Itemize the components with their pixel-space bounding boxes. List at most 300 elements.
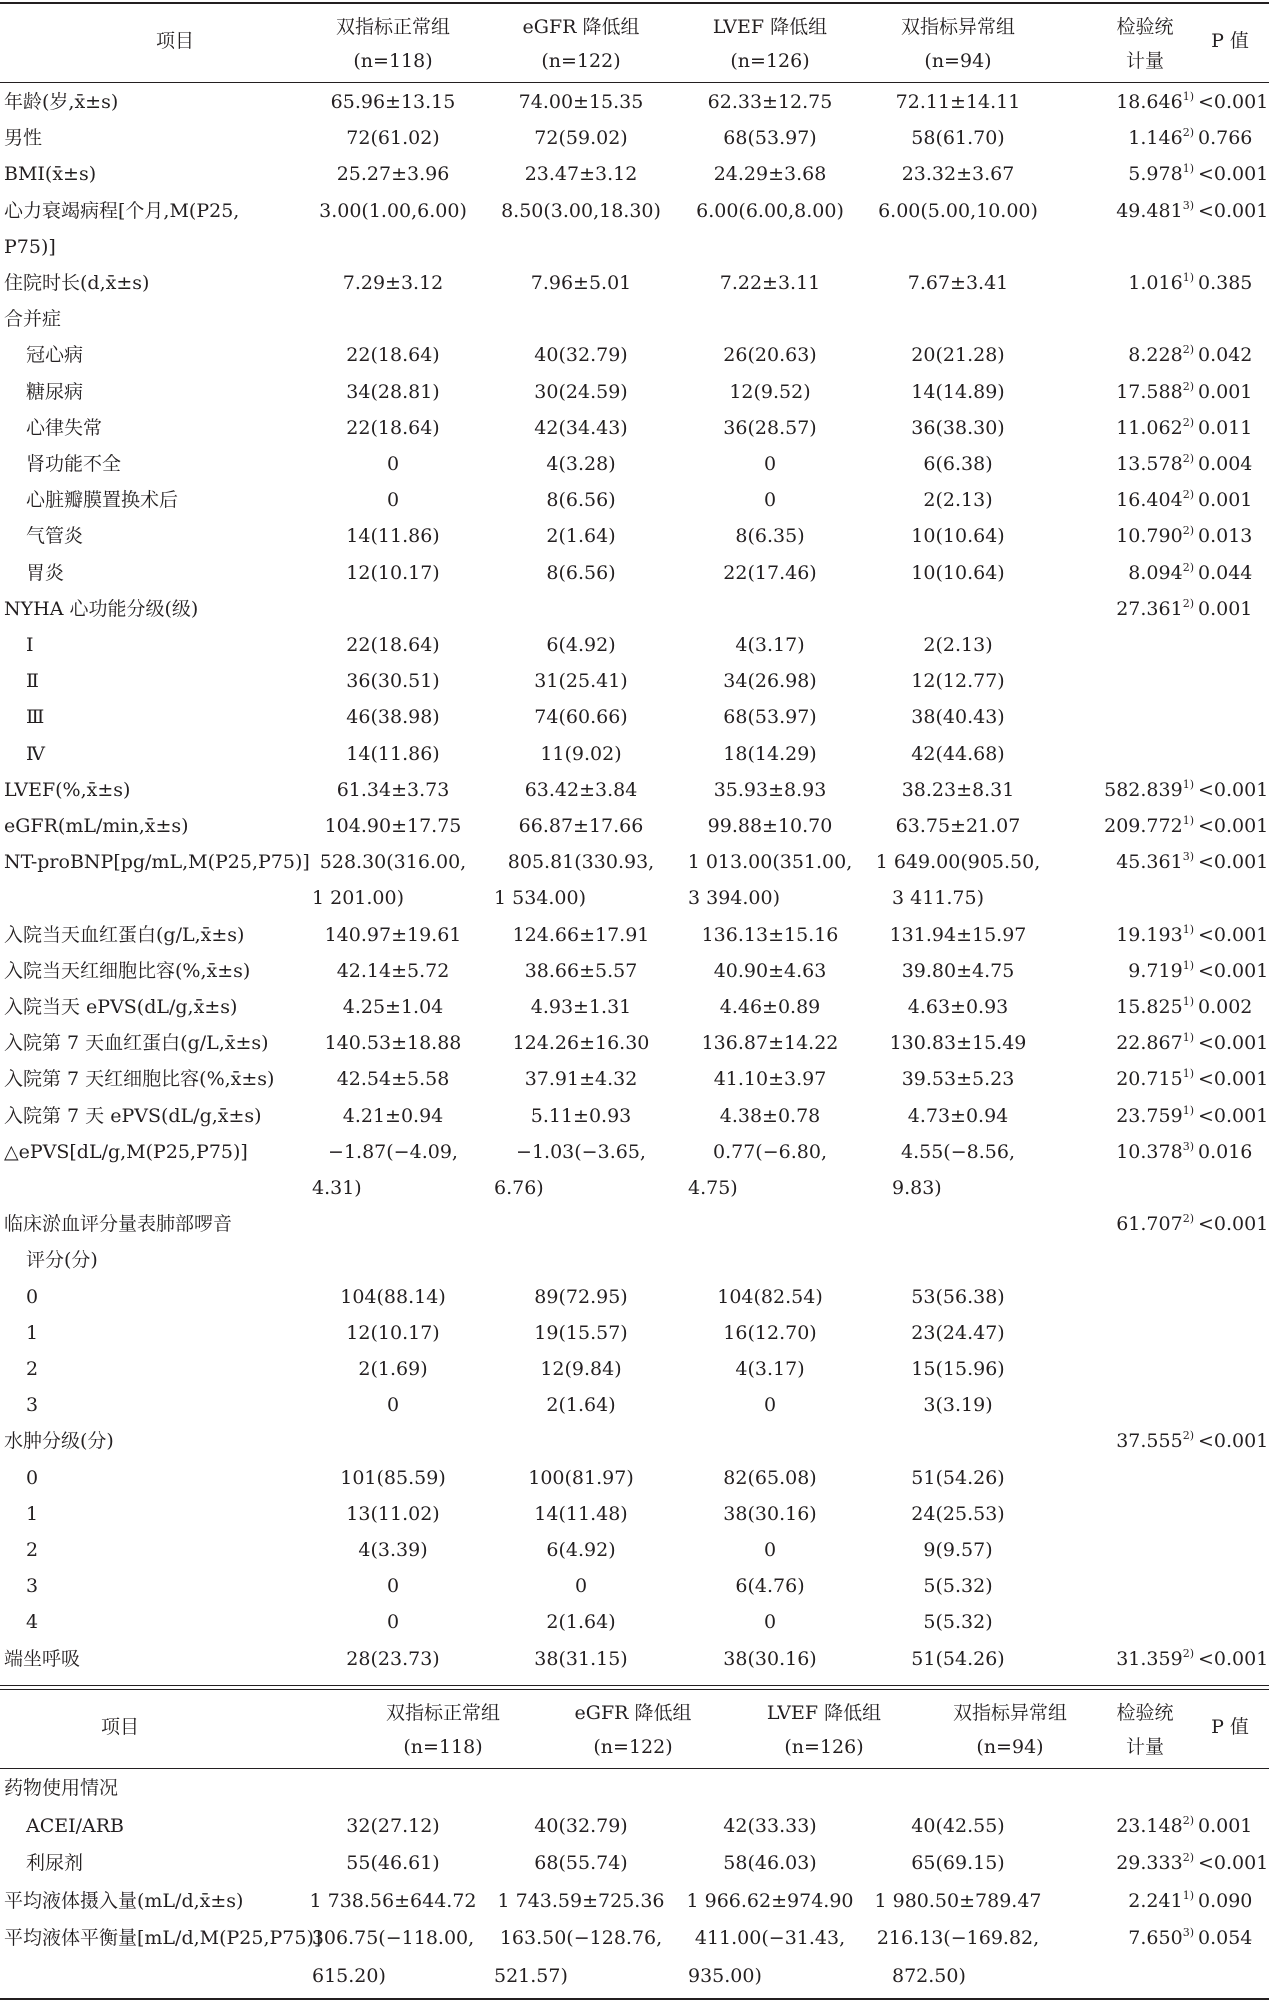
test-statistic-value: 8.094 [1128, 561, 1183, 584]
row-label: 4 [26, 1611, 39, 1634]
group-2-value [488, 1242, 674, 1278]
header-group-4: 双指标异常组 (n=94) [900, 16, 1015, 72]
group-4-value [866, 229, 1050, 265]
group-4-value: 1 649.00(905.50, [875, 851, 1041, 874]
group-2-value: 0 [574, 1575, 588, 1598]
p-value [1198, 229, 1266, 265]
test-statistic [1050, 1496, 1194, 1532]
table-row [0, 627, 1269, 663]
test-statistic [1050, 1025, 1194, 1061]
test-statistic [1050, 1315, 1194, 1351]
group-4-value: 24(25.53) [911, 1502, 1005, 1525]
group-3-value [674, 301, 866, 337]
group-1-value: 72(61.02) [346, 127, 440, 150]
group-1-value: 22(18.64) [346, 634, 440, 656]
row-label: 2 [26, 1358, 39, 1380]
table-row [0, 1170, 1269, 1206]
group-2-value: 8(6.56) [546, 561, 616, 584]
group-3-value: 16(12.70) [723, 1321, 817, 1344]
group-2-value: 66.87±17.66 [518, 815, 644, 837]
group-4-value [866, 591, 1050, 627]
table-row [0, 193, 1269, 229]
group-4-value: 4.73±0.94 [907, 1104, 1009, 1127]
group-1-value: 42.14±5.72 [336, 959, 450, 982]
group-2-value: 100(81.97) [528, 1466, 634, 1489]
group-3-value: 41.10±3.97 [713, 1068, 827, 1091]
group-1-value: 101(85.59) [340, 1466, 446, 1489]
header-group-2: eGFR 降低组 (n=122) [522, 16, 640, 72]
table-row [0, 482, 1269, 518]
group-3-value: 68(53.97) [723, 706, 817, 729]
p-value [1198, 1387, 1266, 1423]
test-statistic-value: 209.772 [1104, 815, 1183, 837]
table-row [0, 591, 1269, 627]
row-label: 心力衰竭病程[个月,M(P25, [4, 199, 240, 222]
table-row [0, 337, 1269, 373]
p-value: <0.001 [1198, 815, 1269, 837]
table-row [0, 1351, 1269, 1387]
row-label: 入院当天 ePVS(dL/g,x̄±s) [4, 996, 238, 1018]
group-4-value: 72.11±14.11 [895, 91, 1021, 113]
test-footnote-mark: 2) [1182, 1429, 1194, 1443]
test-statistic-value: 27.361 [1116, 597, 1183, 620]
p-value [1198, 1770, 1266, 1806]
group-4-value: 40(42.55) [911, 1814, 1005, 1837]
group-3-value: 4.38±0.78 [719, 1104, 821, 1127]
test-statistic [1050, 1770, 1194, 1806]
group-2-value [488, 1423, 674, 1459]
group-4-value: 9.83) [892, 1177, 942, 1199]
table-row [0, 1808, 1269, 1844]
group-1-value: 46(38.98) [346, 706, 440, 729]
group-2-value: 2(1.64) [546, 1611, 616, 1634]
row-label: 合并症 [4, 308, 62, 331]
test-statistic [1050, 301, 1194, 337]
table-row [0, 1242, 1269, 1278]
row-label: Ⅲ [26, 706, 45, 729]
test-statistic-value: 9.719 [1128, 959, 1183, 982]
group-2-value: 124.26±16.30 [512, 1032, 650, 1055]
header2-group-1: 双指标正常组 (n=118) [385, 1702, 500, 1758]
group-1-value: 32(27.12) [346, 1814, 440, 1837]
group-4-value: 4.63±0.93 [907, 996, 1009, 1018]
p-value: 0.016 [1198, 1140, 1253, 1163]
test-statistic [1050, 1061, 1194, 1097]
group-4-value: 7.67±3.41 [907, 272, 1009, 294]
p-value: 0.766 [1198, 127, 1253, 150]
row-label: 肾功能不全 [26, 453, 122, 475]
test-statistic [1050, 265, 1194, 301]
test-statistic [1050, 1206, 1194, 1242]
group-4-value: 39.53±5.23 [901, 1068, 1015, 1091]
group-3-value: 38(30.16) [723, 1502, 817, 1525]
group-4-value: 4.55(−8.56, [901, 1140, 1015, 1163]
group-3-value: 0 [763, 489, 777, 512]
p-value: <0.001 [1198, 1032, 1269, 1055]
group-2-value: 40(32.79) [534, 1814, 628, 1837]
group-4-value: 5(5.32) [923, 1611, 993, 1634]
test-statistic-value: 61.707 [1116, 1213, 1183, 1236]
row-label: 平均液体摄入量(mL/d,x̄±s) [4, 1889, 244, 1912]
row-label: Ⅱ [26, 670, 39, 693]
group-4-value: 53(56.38) [911, 1285, 1005, 1308]
test-footnote-mark: 3) [1182, 1926, 1194, 1940]
group-2-value [488, 301, 674, 337]
group-3-value: 34(26.98) [723, 670, 817, 693]
p-value [1198, 1604, 1266, 1640]
table-row [0, 917, 1269, 953]
group-3-value: 4.46±0.89 [719, 996, 821, 1018]
test-statistic-value: 17.588 [1116, 380, 1183, 403]
p-value: <0.001 [1198, 1852, 1269, 1875]
p-value: <0.001 [1198, 1430, 1269, 1453]
p-value: 0.090 [1198, 1889, 1253, 1912]
group-4-value: 9(9.57) [923, 1539, 993, 1561]
test-statistic-value: 1.146 [1128, 127, 1183, 150]
p-value [1198, 1568, 1266, 1604]
test-statistic [1050, 1920, 1194, 1956]
group-1-value: 61.34±3.73 [336, 778, 450, 801]
group-3-value [674, 229, 866, 265]
group-2-value: 42(34.43) [534, 416, 628, 439]
test-footnote-mark: 3) [1182, 198, 1194, 212]
test-footnote-mark: 1) [1182, 995, 1194, 1008]
test-statistic-value: 16.404 [1116, 489, 1183, 512]
group-4-value: 39.80±4.75 [901, 959, 1015, 982]
test-statistic [1050, 1098, 1194, 1134]
group-3-value: 4(3.17) [735, 634, 805, 656]
group-2-value: 23.47±3.12 [524, 163, 638, 186]
header-stat: 检验统 计量 [1116, 16, 1174, 72]
group-1-value [298, 1242, 488, 1278]
test-statistic-value: 20.715 [1116, 1068, 1183, 1091]
table-row [0, 1315, 1269, 1351]
group-3-value: 18(14.29) [723, 742, 817, 765]
group-4-value: 63.75±21.07 [895, 815, 1021, 837]
test-statistic [1050, 663, 1194, 699]
table-row [0, 1134, 1269, 1170]
p-value [1198, 699, 1266, 735]
group-1-value: 22(18.64) [346, 344, 440, 367]
row-label: 入院第 7 天血红蛋白(g/L,x̄±s) [4, 1032, 269, 1055]
test-footnote-mark: 2) [1182, 1813, 1194, 1827]
test-statistic [1050, 1387, 1194, 1423]
group-2-value: 40(32.79) [534, 344, 628, 367]
group-3-value: 22(17.46) [723, 561, 817, 584]
table-row [0, 1098, 1269, 1134]
test-statistic [1050, 808, 1194, 844]
table-row [0, 229, 1269, 265]
group-4-value: 65(69.15) [911, 1852, 1005, 1875]
group-4-value: 51(54.26) [911, 1647, 1005, 1670]
group-3-value: 6(4.76) [735, 1575, 805, 1598]
group-1-value: 7.29±3.12 [342, 272, 444, 294]
table-row [0, 1920, 1269, 1956]
test-statistic-value: 1.016 [1128, 272, 1183, 294]
group-2-value: 19(15.57) [534, 1321, 628, 1344]
test-statistic-value: 22.867 [1116, 1032, 1183, 1055]
test-footnote-mark: 1) [1182, 1067, 1194, 1081]
group-1-value: 12(10.17) [346, 1321, 440, 1344]
group-2-value: 6.76) [494, 1177, 544, 1199]
group-1-value: 306.75(−118.00, [311, 1927, 475, 1950]
test-footnote-mark: 1) [1182, 90, 1194, 103]
test-statistic-value: 31.359 [1116, 1647, 1183, 1670]
group-1-value: 25.27±3.96 [336, 163, 450, 186]
test-statistic-value: 7.650 [1128, 1927, 1183, 1950]
p-value [1198, 1351, 1266, 1387]
group-4-value: 23(24.47) [911, 1321, 1005, 1344]
test-footnote-mark: 1) [1182, 271, 1194, 284]
group-2-value: 38.66±5.57 [524, 959, 638, 982]
group-1-value: 14(11.86) [346, 742, 440, 765]
p-value: 0.013 [1198, 525, 1253, 548]
table-row [0, 1770, 1269, 1806]
group-1-value: −1.87(−4.09, [328, 1140, 458, 1163]
test-footnote-mark: 3) [1182, 1139, 1194, 1153]
table-row [0, 374, 1269, 410]
row-label: 0 [26, 1466, 39, 1489]
test-footnote-mark: 2) [1182, 524, 1194, 538]
group-4-value: 58(61.70) [911, 127, 1005, 150]
test-statistic [1050, 337, 1194, 373]
test-statistic [1050, 1958, 1194, 1994]
group-3-value: 1 013.00(351.00, [687, 851, 853, 874]
group-4-value: 872.50) [892, 1965, 966, 1987]
table-row [0, 1532, 1269, 1568]
header2-group-2: eGFR 降低组 (n=122) [574, 1702, 692, 1758]
table-row [0, 1604, 1269, 1640]
group-1-value [298, 1770, 488, 1806]
group-2-value: 37.91±4.32 [524, 1068, 638, 1091]
test-statistic-value: 18.646 [1116, 91, 1183, 113]
group-3-value: 0 [763, 453, 777, 475]
group-2-value: 72(59.02) [534, 127, 628, 150]
test-statistic-value: 10.378 [1116, 1140, 1183, 1163]
row-label: Ⅳ [26, 742, 45, 765]
p-value [1198, 1315, 1266, 1351]
group-2-value: 4.93±1.31 [530, 996, 632, 1018]
table-row [0, 410, 1269, 446]
table-row [0, 808, 1269, 844]
p-value [1198, 736, 1266, 772]
test-statistic [1050, 989, 1194, 1025]
group-2-value: 805.81(330.93, [507, 851, 655, 874]
group-4-value: 23.32±3.67 [901, 163, 1015, 186]
p-value: <0.001 [1198, 1104, 1269, 1127]
group-2-value: 521.57) [494, 1965, 568, 1987]
table-row [0, 880, 1269, 916]
table-header-2 [0, 1690, 1269, 1766]
test-footnote-mark: 2) [1182, 488, 1194, 502]
table-row [0, 1025, 1269, 1061]
row-label: 年龄(岁,x̄±s) [4, 91, 119, 113]
test-statistic [1050, 482, 1194, 518]
group-3-value: 38(30.16) [723, 1647, 817, 1670]
group-3-value: 136.87±14.22 [701, 1032, 839, 1055]
group-1-value: 140.97±19.61 [324, 923, 462, 946]
test-statistic [1050, 1279, 1194, 1315]
group-3-value: 0 [763, 1394, 777, 1417]
p-value: <0.001 [1198, 1068, 1269, 1091]
group-2-value: 124.66±17.91 [512, 923, 650, 946]
group-2-value: 38(31.15) [534, 1647, 628, 1670]
group-3-value: 7.22±3.11 [719, 272, 821, 294]
test-statistic-value: 37.555 [1116, 1430, 1183, 1453]
p-value [1198, 1496, 1266, 1532]
group-3-value: 4(3.17) [735, 1358, 805, 1380]
group-2-value: 4(3.28) [546, 453, 616, 475]
header-group-1: 双指标正常组 (n=118) [335, 16, 450, 72]
group-1-value: 4(3.39) [358, 1539, 428, 1561]
test-statistic [1050, 518, 1194, 554]
group-3-value [674, 1242, 866, 1278]
header2-group-3: LVEF 降低组 (n=126) [766, 1702, 882, 1758]
test-footnote-mark: 1) [1182, 1031, 1194, 1045]
group-1-value: 104.90±17.75 [324, 815, 462, 837]
table-row [0, 446, 1269, 482]
row-label: eGFR(mL/min,x̄±s) [4, 815, 189, 837]
group-1-value [298, 591, 488, 627]
row-label: 利尿剂 [26, 1852, 84, 1875]
group-1-value: 22(18.64) [346, 416, 440, 439]
group-4-value: 15(15.96) [911, 1358, 1005, 1380]
p-value: <0.001 [1198, 91, 1269, 113]
group-4-value [866, 1423, 1050, 1459]
test-statistic-value: 49.481 [1116, 199, 1183, 222]
test-footnote-mark: 2) [1182, 596, 1194, 610]
group-4-value: 3(3.19) [923, 1394, 993, 1417]
group-2-value [488, 1770, 674, 1806]
row-label: NT-proBNP[pg/mL,M(P25,P75)] [4, 851, 310, 874]
group-4-value [866, 1242, 1050, 1278]
p-value: <0.001 [1198, 163, 1269, 186]
group-4-value [866, 301, 1050, 337]
test-statistic [1050, 1532, 1194, 1568]
group-2-value [488, 591, 674, 627]
p-value [1198, 1279, 1266, 1315]
table-row [0, 1279, 1269, 1315]
test-statistic-value: 8.228 [1128, 344, 1183, 367]
table-row [0, 555, 1269, 591]
row-label: 胃炎 [26, 561, 65, 584]
row-label: 入院第 7 天红细胞比容(%,x̄±s) [4, 1068, 275, 1091]
row-label: 1 [26, 1502, 39, 1525]
test-statistic [1050, 591, 1194, 627]
table-row [0, 663, 1269, 699]
test-footnote-mark: 1) [1182, 814, 1194, 827]
row-label: 入院第 7 天 ePVS(dL/g,x̄±s) [4, 1104, 262, 1127]
test-statistic [1050, 627, 1194, 663]
table-row [0, 844, 1269, 880]
group-4-value: 216.13(−169.82, [876, 1927, 1040, 1950]
group-2-value: 30(24.59) [534, 380, 628, 403]
header-rule-1 [0, 82, 1269, 83]
test-statistic [1050, 953, 1194, 989]
row-label: 男性 [4, 127, 43, 150]
group-3-value: 99.88±10.70 [707, 815, 833, 837]
group-1-value [298, 1206, 488, 1242]
row-label: ACEI/ARB [26, 1814, 125, 1837]
test-footnote-mark: 2) [1182, 452, 1194, 465]
p-value [1198, 1242, 1266, 1278]
row-label: 心脏瓣膜置换术后 [26, 489, 179, 512]
test-statistic [1050, 1351, 1194, 1387]
test-statistic [1050, 1883, 1194, 1919]
test-statistic [1050, 555, 1194, 591]
header2-group-4: 双指标异常组 (n=94) [952, 1702, 1067, 1758]
group-1-value: 4.21±0.94 [342, 1104, 444, 1127]
group-2-value: 14(11.48) [534, 1502, 628, 1525]
group-2-value: 1 743.59±725.36 [497, 1889, 665, 1912]
group-2-value: 5.11±0.93 [530, 1104, 632, 1127]
group-1-value: 0 [386, 1611, 400, 1634]
group-3-value: 36(28.57) [723, 416, 817, 439]
table-row [0, 518, 1269, 554]
row-label: BMI(x̄±s) [4, 163, 97, 186]
group-2-value: 1 534.00) [494, 887, 587, 910]
p-value [1198, 1460, 1266, 1496]
table-row [0, 1387, 1269, 1423]
group-1-value: 1 201.00) [312, 887, 405, 910]
group-3-value: 6.00(6.00,8.00) [696, 199, 844, 222]
row-label: 入院当天血红蛋白(g/L,x̄±s) [4, 923, 245, 946]
test-statistic-value: 11.062 [1116, 416, 1183, 439]
group-1-value: 104(88.14) [340, 1285, 446, 1308]
group-3-value: 136.13±15.16 [701, 923, 839, 946]
group-1-value: 0 [386, 1575, 400, 1598]
test-statistic [1050, 120, 1194, 156]
group-3-value: 82(65.08) [723, 1466, 817, 1489]
group-1-value [298, 1423, 488, 1459]
group-4-value: 38(40.43) [911, 706, 1005, 729]
group-3-value: 3 394.00) [688, 887, 781, 910]
section-rule-top [0, 1685, 1269, 1686]
row-label: 1 [26, 1321, 39, 1344]
test-statistic [1050, 736, 1194, 772]
group-2-value: 11(9.02) [540, 742, 622, 765]
test-footnote-mark: 2) [1182, 1646, 1194, 1660]
table-row [0, 120, 1269, 156]
test-statistic [1050, 1641, 1194, 1677]
table-row [0, 1883, 1269, 1919]
test-statistic-value: 13.578 [1116, 453, 1183, 475]
table-row [0, 1958, 1269, 1994]
p-value: <0.001 [1198, 923, 1269, 946]
row-label: NYHA 心功能分级(级) [4, 597, 199, 620]
group-1-value: 528.30(316.00, [319, 851, 467, 874]
group-2-value: 63.42±3.84 [524, 778, 638, 801]
test-statistic-value: 15.825 [1116, 996, 1183, 1018]
table-row [0, 736, 1269, 772]
test-statistic [1050, 1808, 1194, 1844]
row-label: 平均液体平衡量[mL/d,M(P25,P75)] [4, 1927, 322, 1950]
test-footnote-mark: 1) [1182, 1888, 1194, 1902]
table-row [0, 301, 1269, 337]
group-3-value: 0.77(−6.80, [713, 1140, 827, 1163]
test-statistic-value: 582.839 [1104, 778, 1183, 801]
table-row [0, 953, 1269, 989]
row-label: 评分(分) [26, 1249, 98, 1272]
p-value: 0.385 [1198, 272, 1253, 294]
row-label: 心律失常 [26, 416, 103, 439]
group-2-value: 2(1.64) [546, 525, 616, 548]
header2-item-label: 项目 [100, 1716, 139, 1738]
p-value [1198, 663, 1266, 699]
table-row [0, 84, 1269, 120]
p-value: <0.001 [1198, 959, 1269, 982]
p-value: 0.002 [1198, 996, 1253, 1018]
